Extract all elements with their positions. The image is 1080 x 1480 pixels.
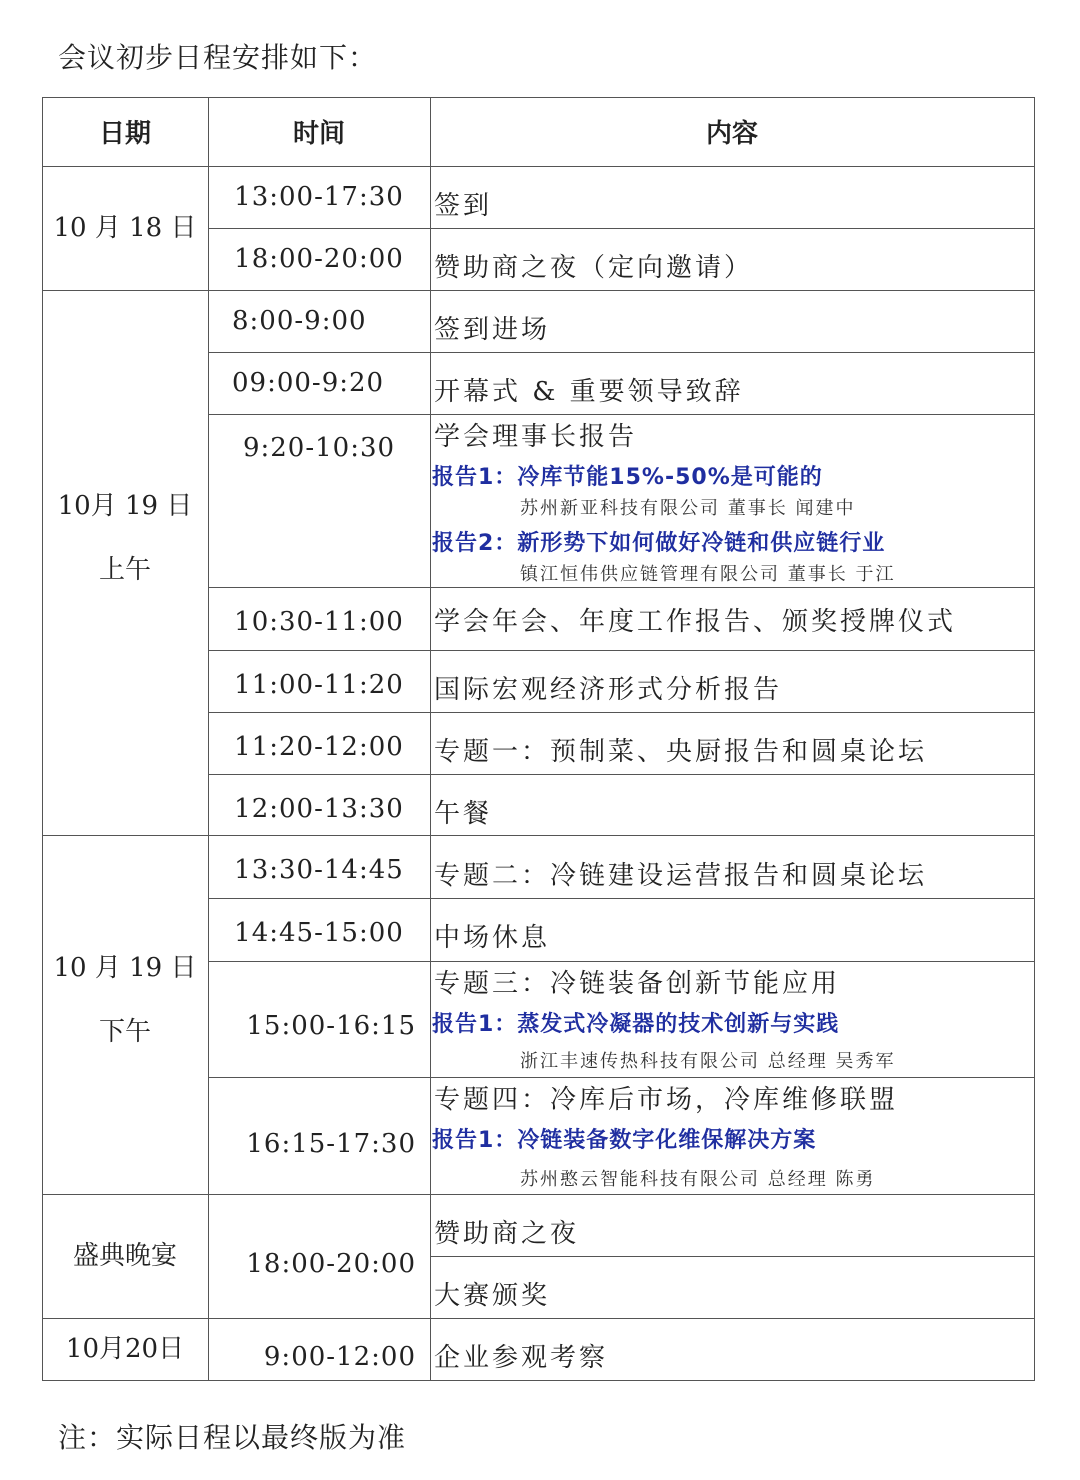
- content-cell: [430, 718, 1034, 780]
- grid-line: [208, 712, 1035, 713]
- content-cell: [430, 1077, 1034, 1194]
- grid-line: [208, 650, 1035, 651]
- grid-line: [208, 352, 1035, 353]
- content-cell: [430, 588, 1034, 650]
- report-speaker: 苏州新亚科技有限公司 董事长 闻建中: [520, 498, 856, 519]
- report-speaker: 浙江丰速传热科技有限公司 总经理 吴秀军: [520, 1051, 896, 1072]
- date-oct-20-label: 10月20日: [65, 1334, 185, 1364]
- date-oct-18: [42, 166, 208, 290]
- header-content: 内容: [705, 119, 758, 149]
- report-speaker: 苏州憨云智能科技有限公司 总经理 陈勇: [520, 1169, 876, 1190]
- grid-line: [42, 1318, 1035, 1319]
- session-title: 专题二：冷链建设运营报告和圆桌论坛: [434, 860, 928, 891]
- grid-line: [42, 1380, 1035, 1381]
- content-cell: [430, 904, 1034, 966]
- report-label: 报告1：冷链装备数字化维保解决方案: [432, 1128, 817, 1153]
- content-cell: [430, 414, 1034, 587]
- content-cell: [430, 1262, 1034, 1324]
- session-title: 企业参观考察: [434, 1342, 609, 1373]
- session-title: 午餐: [434, 798, 493, 829]
- session-title: 专题三：冷链装备创新节能应用: [434, 969, 841, 999]
- grid-line: [208, 414, 1035, 415]
- time-cell: 10:30-11:00: [234, 607, 404, 637]
- content-cell: [430, 358, 1034, 420]
- session-title: 学会年会、年度工作报告、颁奖授牌仪式: [434, 606, 957, 637]
- date-oct-19-am: [42, 290, 208, 835]
- grid-line: [430, 1256, 1035, 1257]
- date-oct-18-label: 10 月 18 日: [53, 213, 197, 243]
- session-title: 赞助商之夜（定向邀请）: [434, 252, 754, 283]
- time-cell: 9:20-10:30: [242, 433, 396, 463]
- time-cell: 13:00-17:30: [234, 182, 404, 212]
- content-cell: [430, 656, 1034, 718]
- session-title: 中场休息: [434, 922, 551, 953]
- intro-text: 会议初步日程安排如下：: [58, 41, 378, 74]
- report-speaker: 镇江恒伟供应链管理有限公司 董事长 于江: [520, 564, 896, 585]
- time-cell: 9:00-12:00: [263, 1342, 416, 1372]
- time-cell: 18:00-20:00: [234, 244, 404, 274]
- grid-line: [42, 835, 1035, 836]
- content-cell: [430, 296, 1034, 358]
- session-title: 签到进场: [434, 314, 551, 345]
- content-cell: [430, 234, 1034, 296]
- grid-line: [42, 166, 1035, 167]
- grid-line: [208, 961, 1035, 962]
- time-cell: 18:00-20:00: [246, 1249, 416, 1279]
- session-title: 专题四：冷库后市场，冷库维修联盟: [434, 1085, 899, 1115]
- session-title: 赞助商之夜: [434, 1218, 580, 1249]
- time-cell: 16:15-17:30: [246, 1129, 416, 1159]
- header-date: 日期: [98, 119, 151, 149]
- grid-line: [208, 898, 1035, 899]
- time-cell: 15:00-16:15: [246, 1011, 416, 1041]
- grid-line: [208, 1077, 1035, 1078]
- period-am-label: 上午: [98, 554, 151, 585]
- time-cell: 11:00-11:20: [234, 670, 404, 700]
- grid-line: [42, 290, 1035, 291]
- session-title: 开幕式 & 重要领导致辞: [434, 376, 744, 407]
- time-cell: 8:00-9:00: [232, 306, 367, 336]
- time-cell: 14:45-15:00: [234, 918, 404, 948]
- grid-line: [42, 1194, 1035, 1195]
- session-title: 大赛颁奖: [434, 1280, 551, 1311]
- session-title: 专题一：预制菜、央厨报告和圆桌论坛: [434, 736, 928, 767]
- time-cell: 13:30-14:45: [234, 855, 404, 885]
- session-title: 学会理事长报告: [434, 422, 638, 452]
- session-title: 国际宏观经济形式分析报告: [434, 674, 783, 705]
- report-label: 报告1：蒸发式冷凝器的技术创新与实践: [432, 1012, 840, 1037]
- session-title: 签到: [434, 190, 493, 221]
- date-oct-19-pm-label: 10 月 19 日: [53, 952, 197, 983]
- grid-line: [208, 228, 1035, 229]
- footnote: 注：实际日程以最终版为准: [58, 1421, 407, 1454]
- report-label: 报告2：新形势下如何做好冷链和供应链行业: [432, 531, 886, 556]
- grid-line: [208, 774, 1035, 775]
- banquet-cell: [42, 1194, 208, 1318]
- content-cell: [430, 1324, 1034, 1386]
- content-cell: [430, 172, 1034, 234]
- time-cell: 12:00-13:30: [234, 794, 404, 824]
- time-cell: 11:20-12:00: [234, 732, 404, 762]
- date-oct-20: [42, 1318, 208, 1380]
- date-oct-19-pm: [42, 835, 208, 1194]
- content-cell: [430, 961, 1034, 1077]
- content-cell: [430, 1200, 1034, 1262]
- period-pm-label: 下午: [98, 1016, 151, 1047]
- grid-line: [208, 587, 1035, 588]
- content-cell: [430, 842, 1034, 904]
- banquet-label: 盛典晚宴: [72, 1241, 177, 1271]
- time-cell: 09:00-9:20: [232, 368, 385, 398]
- header-time: 时间: [292, 119, 345, 149]
- date-oct-19-am-label: 10月 19 日: [57, 490, 193, 521]
- report-label: 报告1：冷库节能15%-50%是可能的: [432, 465, 823, 490]
- content-cell: [430, 780, 1034, 842]
- grid-line: [42, 97, 1035, 98]
